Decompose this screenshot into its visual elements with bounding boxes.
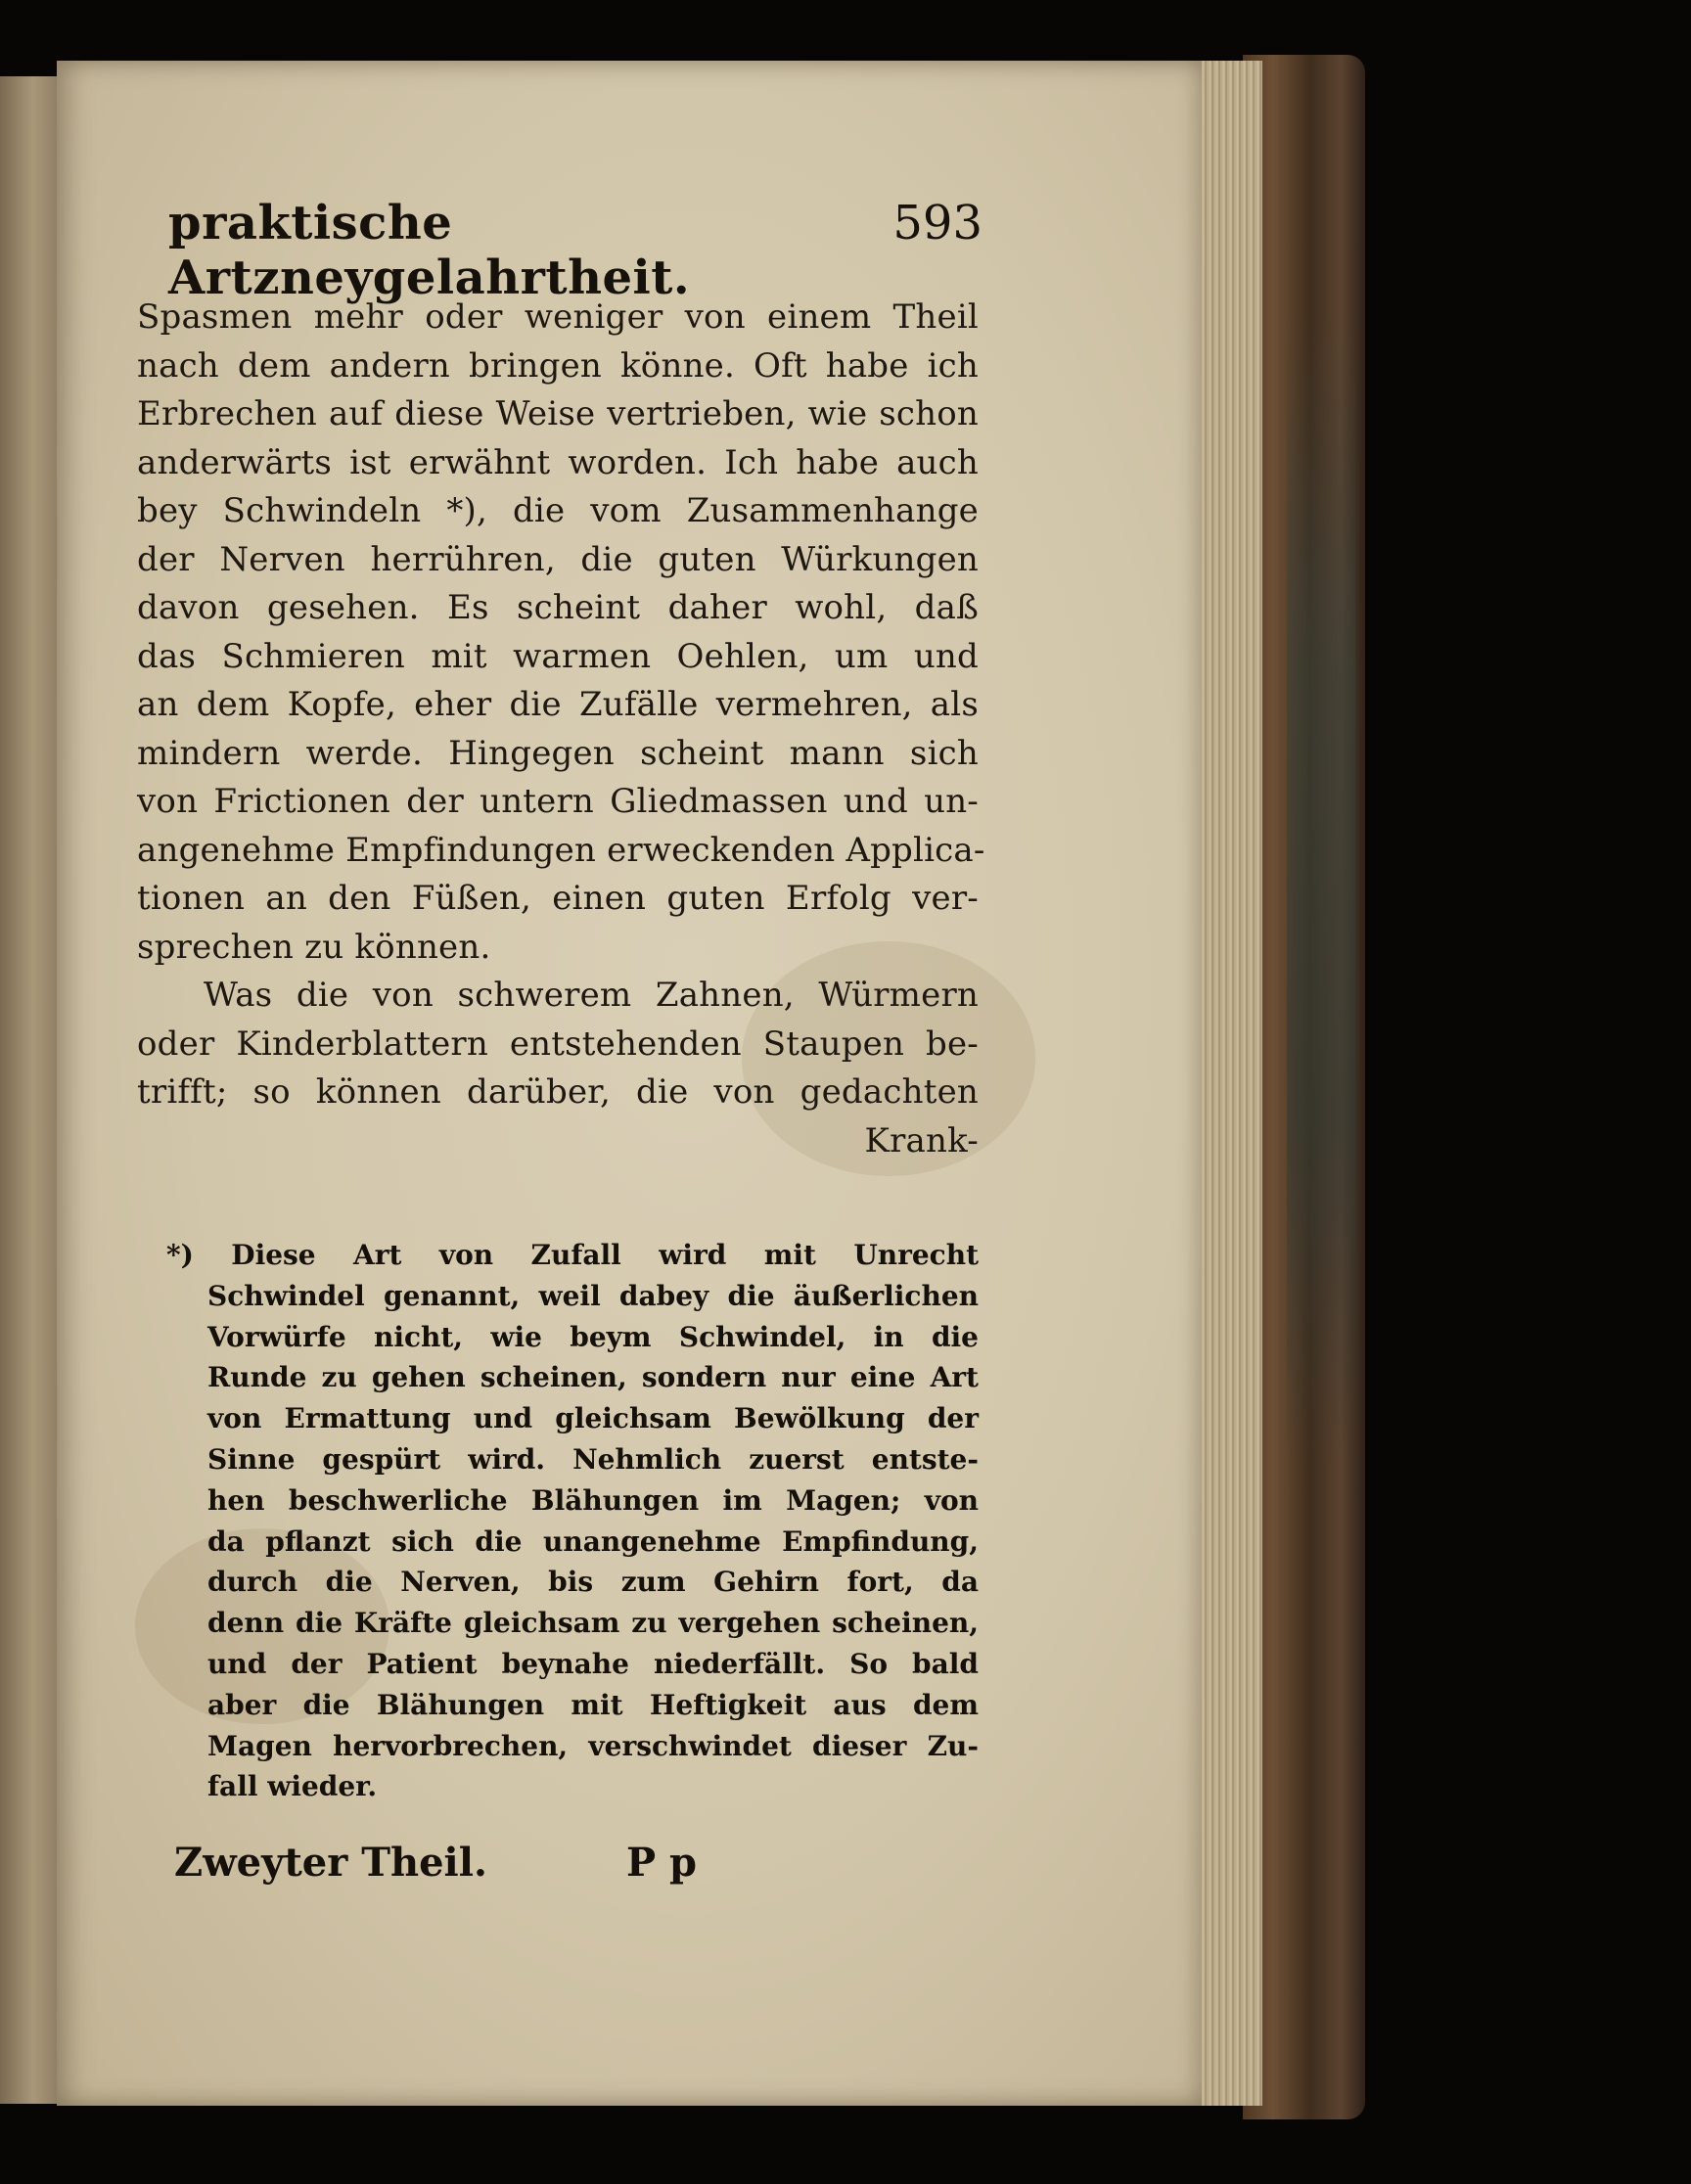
text-line: von Frictionen der untern Gliedmassen und un-	[137, 782, 979, 821]
text-line: Spasmen mehr oder weniger von einem Theil	[137, 297, 979, 337]
footnote-line: da pflanzt sich die unangenehme Empfindung,	[207, 1524, 979, 1558]
text-line: davon gesehen. Es scheint daher wohl, daß	[137, 588, 979, 627]
footnote-line: *) Diese Art von Zufall wird mit Unrecht	[166, 1239, 979, 1271]
page-number: 593	[892, 196, 983, 250]
footnote-line: und der Patient beynahe niederfällt. So bald	[207, 1647, 979, 1680]
footnote-line: Schwindel genannt, weil dabey die äußerlichen	[207, 1279, 979, 1312]
gathering-mark: P p	[626, 1840, 697, 1886]
footnote-line: Magen hervorbrechen, verschwindet dieser Zu-	[207, 1729, 979, 1762]
text-line: trifft; so können darüber, die von gedachten	[137, 1072, 979, 1112]
previous-page-edge	[0, 76, 63, 2104]
page-edges	[1194, 61, 1262, 2106]
text-line: nach dem andern bringen könne. Oft habe ich	[137, 345, 979, 386]
text-line: das Schmieren mit warmen Oehlen, um und	[137, 636, 979, 676]
header-title: praktische Artzneygelahrtheit.	[168, 196, 691, 305]
text-line: Erbrechen auf diese Weise vertrieben, wie schon	[137, 394, 979, 433]
catchword: Krank-	[864, 1120, 979, 1160]
paragraph-start-line: Was die von schwerem Zahnen, Würmern	[204, 976, 979, 1015]
footnote-line: aber die Blähungen mit Heftigkeit aus dem	[207, 1688, 979, 1721]
text-line: bey Schwindeln *), die vom Zusammenhange	[137, 491, 979, 530]
running-header	[168, 196, 983, 305]
text-line: oder Kinderblattern entstehenden Staupen be-	[137, 1024, 979, 1064]
footnote-line: denn die Kräfte gleichsam zu vergehen scheinen,	[207, 1607, 979, 1640]
text-line: anderwärts ist erwähnt worden. Ich habe auch	[137, 442, 979, 482]
footnote-line: von Ermattung und gleichsam Bewölkung der	[207, 1402, 979, 1435]
main-text	[137, 294, 985, 1165]
text-line: angenehme Empfindungen erweckenden Applica-	[137, 830, 985, 870]
volume-signature: Zweyter Theil.	[174, 1840, 487, 1886]
text-line: sprechen zu können.	[137, 927, 491, 967]
text-line: an dem Kopfe, eher die Zufälle vermehren, als	[137, 685, 979, 724]
footnote-line: Sinne gespürt wird. Nehmlich zuerst entste-	[207, 1442, 979, 1476]
text-line: mindern werde. Hingegen scheint mann sich	[137, 733, 979, 773]
footnote	[166, 1235, 979, 1807]
footnote-line: Runde zu gehen scheinen, sondern nur eine Art	[207, 1361, 979, 1394]
footnote-line: Vorwürfe nicht, wie beym Schwindel, in die	[207, 1320, 979, 1353]
cover-wear	[1287, 313, 1355, 1468]
footnote-line: fall wieder.	[207, 1770, 378, 1803]
text-line: tionen an den Füßen, einen guten Erfolg ver-	[137, 879, 979, 918]
text-line: der Nerven herrühren, die guten Würkungen	[137, 539, 979, 579]
footnote-line: durch die Nerven, bis zum Gehirn fort, da	[207, 1566, 979, 1599]
footnote-line: hen beschwerliche Blähungen im Magen; von	[207, 1483, 979, 1517]
